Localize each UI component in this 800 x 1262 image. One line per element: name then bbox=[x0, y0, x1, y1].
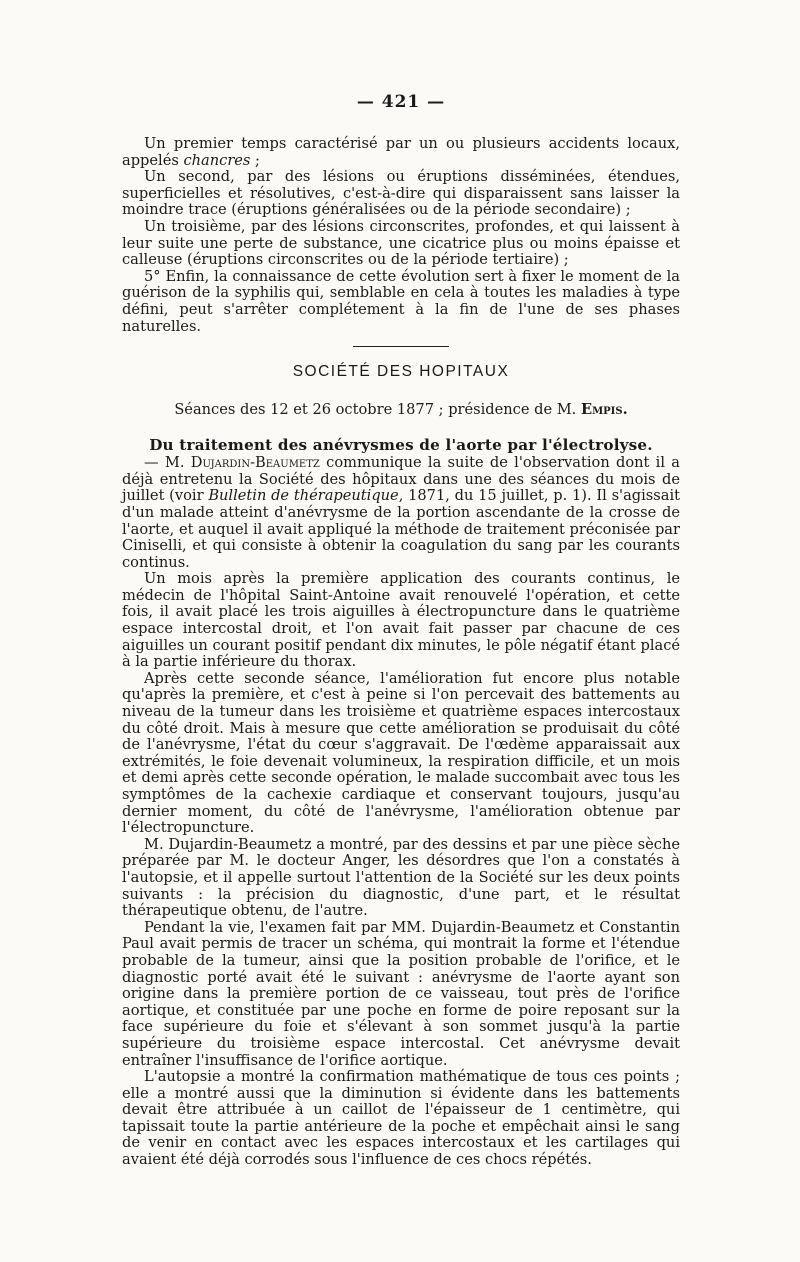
article-paragraph-6: L'autopsie a montré la confirmation mathématique de tous ces points ; elle a montré aussi que la diminution si évidente dans les battements devait être attribuée à un caillot de l'épaisseur de 1 centimètre, qui tapissait toute la partie antérieure de la poche et empêchait ainsi le sang de venir en contact avec les espaces intercostaux et les cartilages qui avaient été déjà corrodés sous l'influence de ces chocs répétés. bbox=[122, 1068, 680, 1169]
article-paragraph-2: Un mois après la première application des courants continus, le médecin de l'hôpital Saint-Antoine avait renouvelé l'opération, et cette fois, il avait placé les trois aiguilles à électropuncture dans le quatrième espace intercostal droit, et l'on avait fait passer par chacune de ces aiguilles un courant positif pendant dix minutes, le pôle négatif étant placé à la partie inférieure du thorax. bbox=[122, 570, 680, 671]
intro-p1-emphasis: chancres bbox=[183, 151, 251, 169]
intro-paragraph-4: 5° Enfin, la connaissance de cette évolution sert à fixer le moment de la guérison de la syphilis qui, semblable en cela à toutes les maladies à type défini, peut s'arrêter complétement à la fin de l'une de ses phases naturelles. bbox=[122, 267, 680, 335]
intro-p1-text-a: Un premier temps caractérisé par un ou plusieurs accidents locaux, appelés bbox=[122, 135, 680, 169]
session-text: Séances des 12 et 26 octobre 1877 ; présidence de M. bbox=[174, 401, 581, 419]
article-p1-lead: — M. bbox=[144, 454, 191, 472]
intro-paragraph-1 bbox=[122, 136, 680, 169]
article-paragraph-1 bbox=[122, 455, 680, 571]
article-title: Du traitement des anévrysmes de l'aorte par l'électrolyse. bbox=[149, 436, 653, 455]
intro-paragraph-2: Un second, par des lésions ou éruptions disséminées, étendues, superficielles et résolutives, c'est-à-dire qui disparaissent sans laisser la moindre trace (éruptions généralisées ou de la période secondaire) ; bbox=[122, 168, 680, 219]
article-p1-author: Dujardin-Beaumetz bbox=[190, 454, 320, 472]
article-p1-text-b: , 1871, du 15 juillet, p. 1). Il s'agissait d'un malade atteint d'anévrysme de la portion ascendante de la crosse de l'aorte, et auquel il avait appliqué la méthode de traitement préconisée par Ciniselli, et qui consiste à obtenir la coagulation du sang par les courants continus. bbox=[122, 487, 680, 571]
article-p1-text-a: communique la suite de l'observation dont il a déjà entretenu la Société des hôpitaux dans une des séances du mois de juillet (voir bbox=[122, 454, 680, 505]
page-number: — 421 — bbox=[356, 92, 446, 112]
article-p1-journal: Bulletin de thérapeutique bbox=[208, 487, 399, 505]
intro-paragraph-3: Un troisième, par des lésions circonscrites, profondes, et qui laissent à leur suite une perte de substance, une cicatrice plus ou moins épaisse et calleuse (éruptions circonscrites ou de la période tertiaire) ; bbox=[122, 217, 680, 269]
section-divider bbox=[353, 346, 449, 347]
session-line bbox=[122, 401, 680, 418]
section-title: SOCIÉTÉ DES HOPITAUX bbox=[292, 363, 510, 381]
session-president: Empis. bbox=[580, 401, 628, 419]
intro-p1-text-b: ; bbox=[250, 151, 260, 169]
article-paragraph-5: Pendant la vie, l'examen fait par MM. Dujardin-Beaumetz et Constantin Paul avait permis de tracer un schéma, qui montrait la forme et l'étendue probable de la tumeur, ainsi que la position probable de l'orifice, et le diagnostic porté avait été le suivant : anévrysme de l'aorte ayant son origine dans la première portion de ce vaisseau, tout près de l'orifice aortique, et constituée par une poche en forme de poire reposant sur la face supérieure du foie et s'élevant à son sommet jusqu'à la partie supérieure du troisième espace intercostal. Cet anévrysme devait entraîner l'insuffisance de l'orifice aortique. bbox=[122, 918, 680, 1069]
article-paragraph-4: M. Dujardin-Beaumetz a montré, par des dessins et par une pièce sèche préparée par M. le docteur Anger, les désordres que l'on a constatés à l'autopsie, et il appelle surtout l'attention de la Société sur les deux points suivants : la précision du diagnostic, d'une part, et le résultat thérapeutique obtenu, de l'autre. bbox=[122, 835, 680, 920]
article-paragraph-3: Après cette seconde séance, l'amélioration fut encore plus notable qu'après la première, et c'est à peine si l'on percevait des battements au niveau de la tumeur dans les troisième et quatrième espaces intercostaux du côté droit. Mais à mesure que cette amélioration se produisait du côté de l'anévrysme, l'état du cœur s'aggravait. De l'œdème apparaissait aux extrémités, le foie devenait volumineux, la respiration difficile, et un mois et demi après cette seconde opération, le malade succombait avec tous les symptômes de la cachexie cardiaque et conservant toujours, jusqu'au dernier moment, du côté de l'anévrysme, l'amélioration obtenue par l'électropuncture. bbox=[122, 669, 680, 837]
